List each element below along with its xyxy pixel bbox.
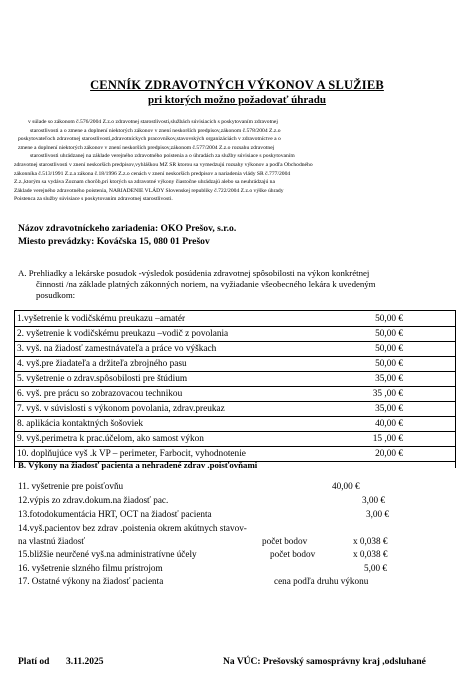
section-a-heading-line: činnosti /na základe platných zákonných noriem, na vyžiadanie všeobecného lekára k uvedeným [36,279,376,290]
service-label: 13.fotodokumentácia HRT, OCT na žiadosť pacienta [18,509,212,519]
service-label: 17. Ostatné výkony na žiadosť pacienta [18,576,164,586]
service-price: 50,00 € [375,314,403,324]
service-label: 12.výpis zo zdrav.dokum.na žiadosť pac. [18,495,169,505]
service-label: 16. vyšetrenie slzného filmu prístrojom [18,563,163,573]
service-label: 5. vyšetrenie o zdrav.spôsobilosti pre štúdium [17,374,188,384]
service-label: na vlastnú žiadosť [18,536,86,546]
service-label: 7. vyš. v súvislosti s výkonom povolania, zdrav.preukaz [17,404,225,414]
service-price: 3,00 € [362,495,385,505]
service-label: 4. vyš.pre žiadateľa a držiteľa zbrojného pasu [17,359,187,369]
service-price: 15 ,00 € [372,434,403,444]
list-item [18,495,458,506]
legal-line: Základe verejného zdravotného poistenia, NARIADENIE VLÁDY Slovenskej republiky č.722/2004 Z.z.o výške úhrady [14,187,284,194]
legal-line: poskytovateľoch zdravotnej starostlivosti,zdravotníckych pracovníkov,stavovských organizáciách v zdravotníctve a o [18,136,281,143]
legal-basis-paragraph [8,118,456,204]
service-price: 50,00 € [375,359,403,369]
service-price: x 0,038 € [353,549,388,559]
table-row [15,373,455,387]
list-item [18,563,458,574]
legal-line: zákonníka č.513/1991 Z.z.a zákona č.18/1996 Z.z.o cenách v znení neskorších predpisov a nariadenia vlády SR č.777/2004 [14,170,291,177]
service-label: 1.vyšetrenie k vodičskému preukazu –amatér [17,314,186,324]
facility-name: Názov zdravotníckeho zariadenia: OKO Prešov, s.r.o. [18,223,237,234]
list-item [18,549,458,560]
facility-address: Miesto prevádzky: Kováčska 15, 080 01 Prešov [18,236,210,247]
legal-line: Z.z.,ktorým sa vydáva Zoznam chorôb,pri ktorých sa zdravotné výkony čiastočne uhrádzajú alebo sa neuhrádzajú na [14,179,275,186]
list-item [18,576,458,587]
service-label: 3. vyš. na žiadosť zamestnávateľa a práce vo výškach [17,344,217,354]
price-by-type-note: cena podľa druhu výkonu [274,576,369,586]
service-price: 50,00 € [375,344,403,354]
section-a-heading-line: A. Prehliadky a lekárske posudok -výsledok posúdenia zdravotnej spôsobilosti na výkon konkrétnej [18,268,370,278]
section-a-heading [18,268,458,302]
valid-from-date: 3.11.2025 [66,657,104,667]
service-label: 9. vyš.perimetra k prac.účelom, ako samost výkon [17,434,204,444]
approval-note: Na VÚC: Prešovský samosprávny kraj ,odsluhané [223,657,426,667]
service-price: 40,00 € [375,419,403,429]
valid-from-label: Platí od [18,657,50,667]
table-row [15,313,455,327]
service-label: 10. doplňujúce vyš .k VP – perimeter, Farbocit, vyhodnotenie [17,449,246,459]
price-list-subtitle: pri ktorých možno požadovať úhradu [147,94,327,106]
table-row [15,328,455,342]
table-row [15,388,455,402]
table-row [15,433,455,447]
legal-line: v súlade so zákonom č.576/2004 Z.z.o zdravotnej starostlivosti,službách súvisiacich s poskytovaním zdravotnej [28,119,278,125]
legal-line: zmene a doplnení niektorých zákonov v znení neskorších predpisov,zákonom č.577/2004 Z.z.o rozsahu zdravotnej [18,144,275,151]
legal-line: Poistenca za služby súvisiace s poskytovaním zdravotnej starostlivosti. [14,196,173,203]
legal-line: starostlivosti a o zmene a doplnení niektorých zákonov v znení neskorších predpisov,zákonom č.578/2004 Z.z.o [30,127,281,134]
service-price: x 0,038 € [353,536,388,546]
service-label: 11. vyšetrenie pre poisťovňu [18,481,124,491]
section-b-heading: B. Výkony na žiadosť pacienta a nehradené zdrav .poisťovňami [18,460,258,470]
service-price: 40,00 € [332,481,360,491]
points-count-label: počet bodov [262,536,308,546]
list-item [18,536,458,547]
table-row [15,418,455,432]
service-price: 5,00 € [364,563,387,573]
list-item [18,523,458,534]
table-row [15,403,455,417]
legal-line: starostlivosti uhrádzanej na základe verejného zdravotného poistenia a o úhradách za služby súvisiace s poskytovaním [30,153,295,160]
legal-line: zdravotnej starostlivosti v znení neskorších predpisov,vyhláškou MZ SR ktorou sa vymedzujú rozsahy výkonov a podľa Obchodného [14,161,313,168]
section-a-heading-line: posudkom: [36,290,76,301]
service-label: 2. vyšetrenie k vodičskému preukazu –vodič z povolania [17,329,229,339]
points-count-label: počet bodov [270,549,316,559]
list-item [18,481,458,492]
section-a-price-table [14,310,456,468]
list-item [18,509,458,520]
service-price: 3,00 € [366,509,389,519]
service-label: 15.bližšie neurčené vyš.na administratívne účely [18,549,197,559]
service-price: 20,00 € [375,449,403,459]
service-price: 50,00 € [375,329,403,339]
service-label: 14.vyš.pacientov bez zdrav .poistenia okrem akútnych stavov- [18,523,247,533]
service-price: 35 ,00 € [372,389,403,399]
service-price: 35,00 € [375,374,403,384]
service-price: 35,00 € [375,404,403,414]
table-row [15,358,455,372]
service-label: 6. vyš. pre prácu so zobrazovacou technikou [17,389,183,399]
service-label: 8. aplikácia kontaktných šošoviek [17,419,143,429]
table-row [15,343,455,357]
price-list-title: CENNÍK ZDRAVOTNÝCH VÝKONOV A SLUŽIEB [90,78,384,92]
